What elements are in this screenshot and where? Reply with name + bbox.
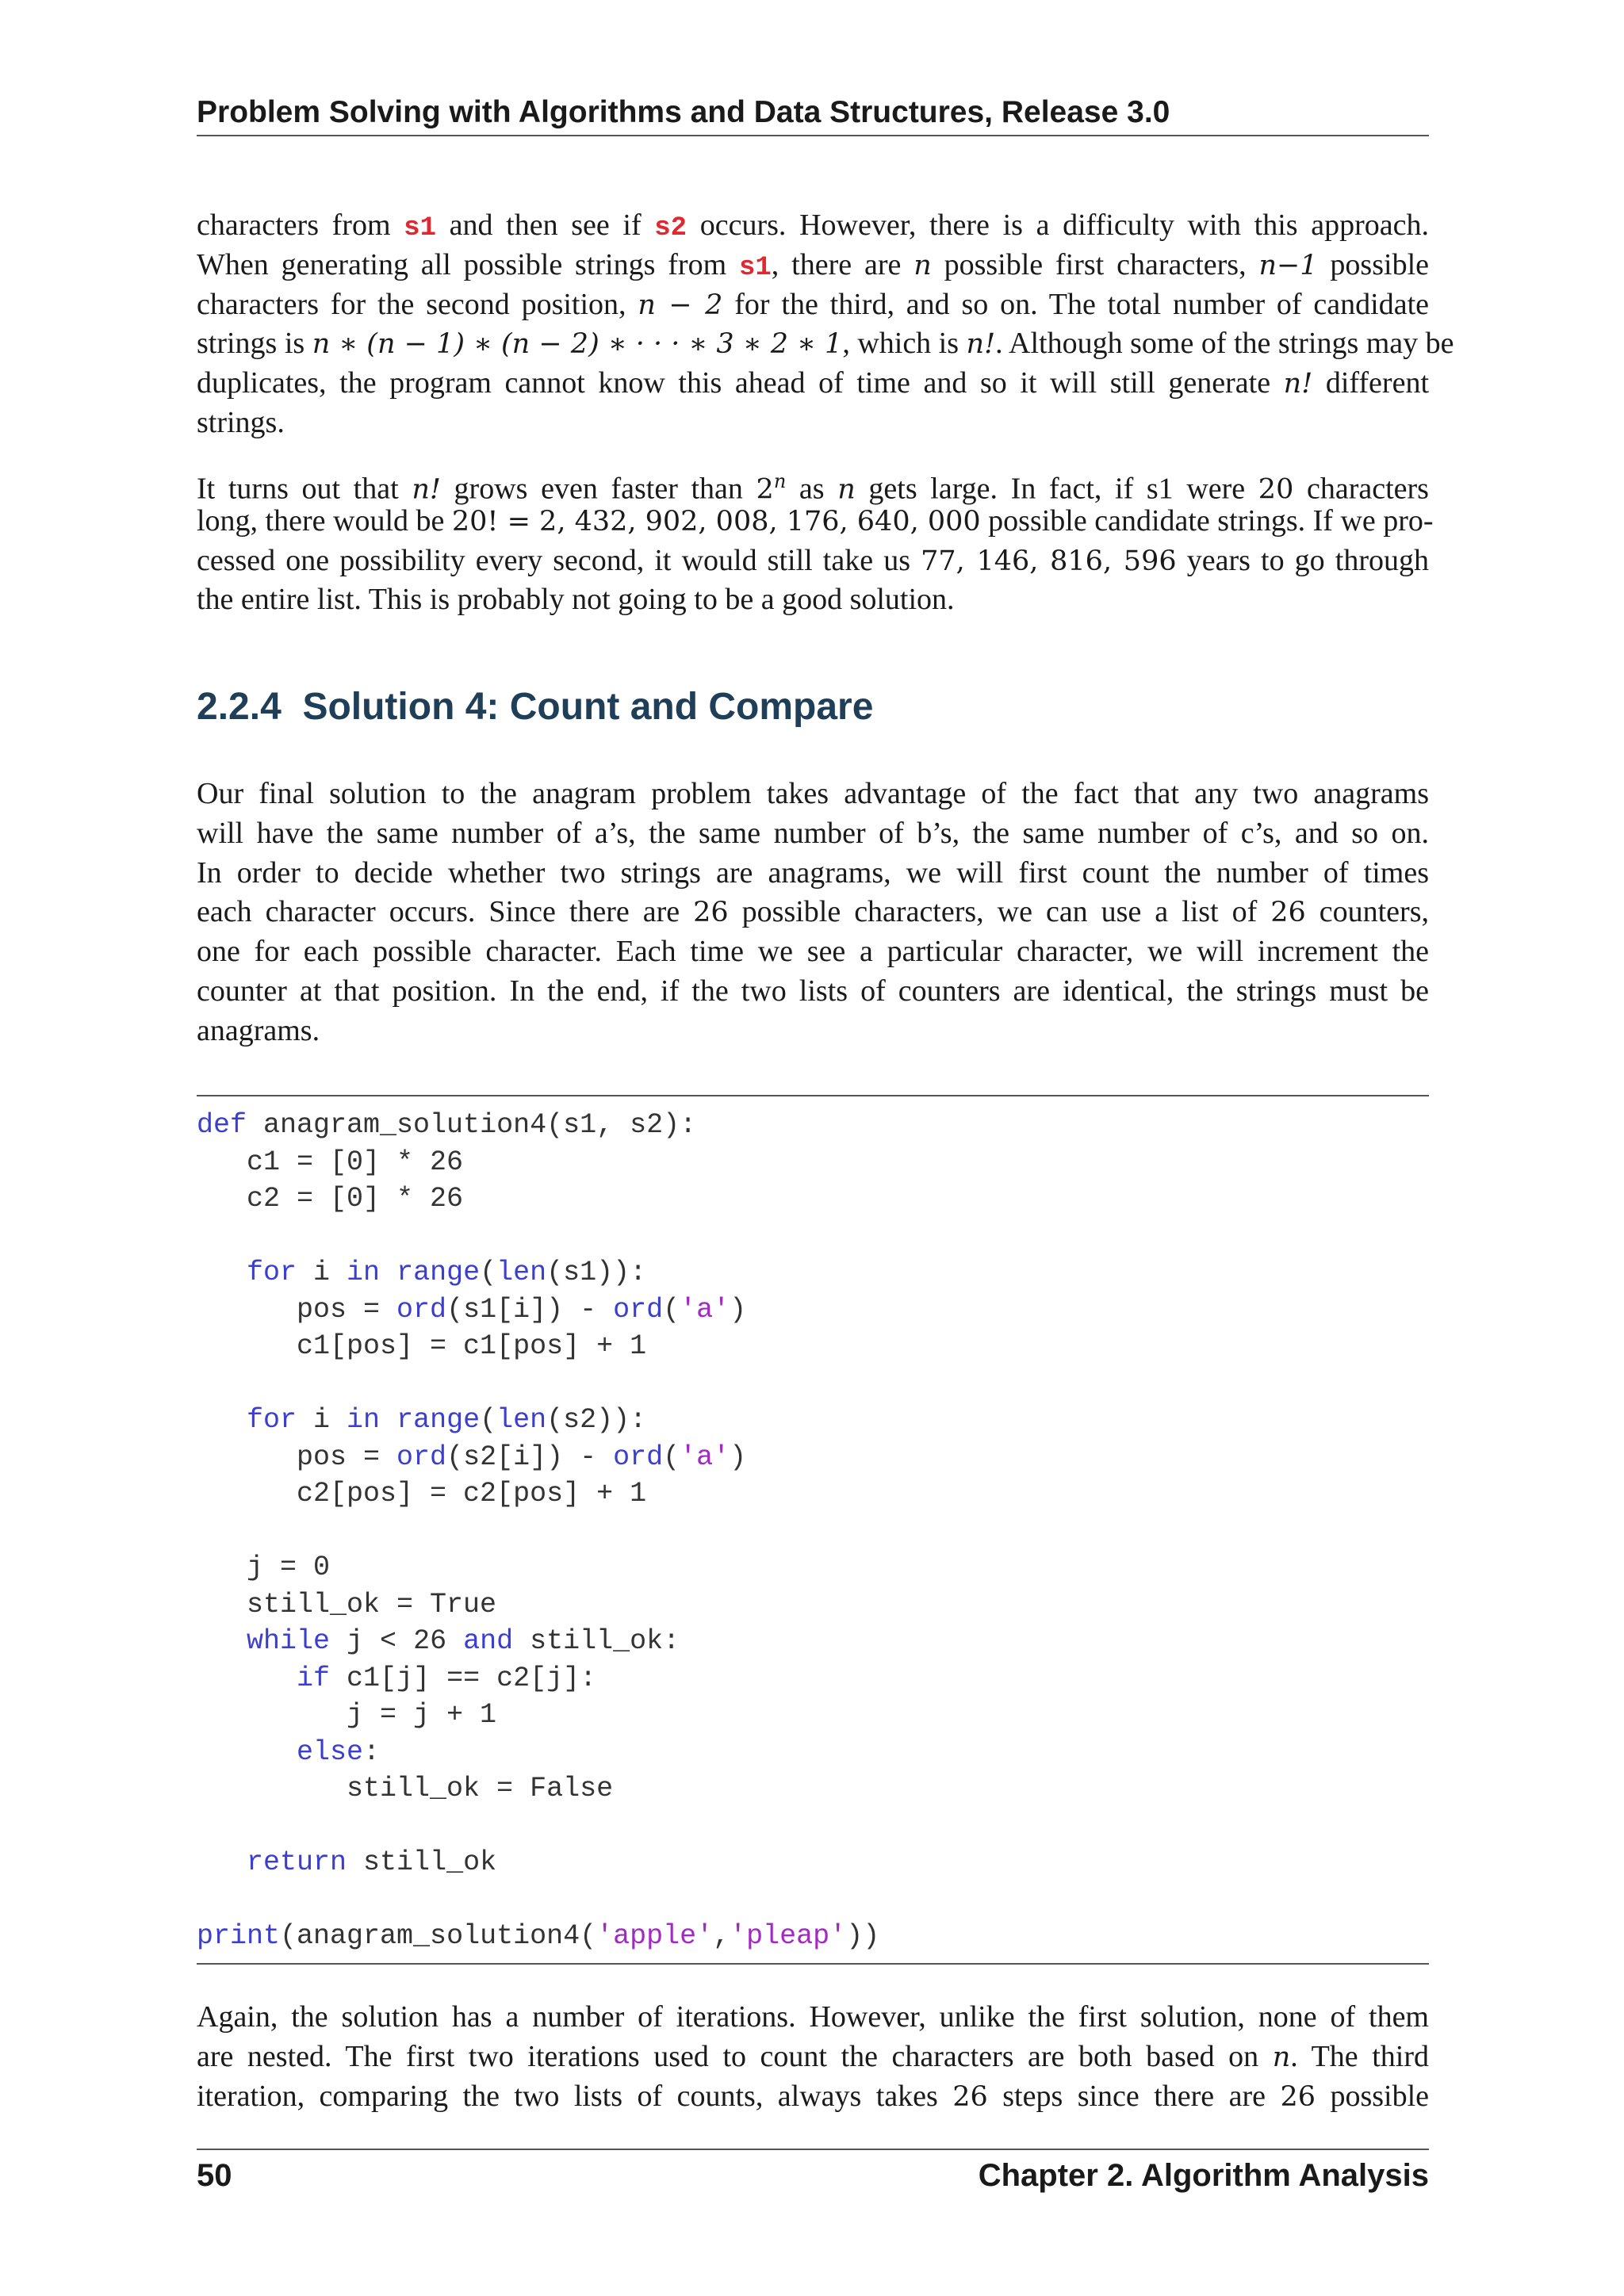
page-number: 50 bbox=[197, 2158, 232, 2193]
text-line: strings is n ∗ (n − 1) ∗ (n − 2) ∗ · · · ∗ 3 ∗ 2 ∗ 1, which is n!. Although some of the strings may be bbox=[197, 327, 1454, 361]
code-line: j = j + 1 bbox=[197, 1699, 497, 1731]
text-line: one for each possible character. Each time we see a particular character, we will increment the bbox=[197, 935, 1429, 969]
code-line: c1 = [0] * 26 bbox=[197, 1146, 464, 1178]
math-26: 26 bbox=[693, 897, 729, 929]
math-n: n bbox=[1272, 2041, 1291, 2073]
code-line-blank bbox=[197, 1513, 1429, 1550]
running-header: Problem Solving with Algorithms and Data Structures, Release 3.0 bbox=[197, 95, 1170, 129]
inline-code-s2: s2 bbox=[654, 213, 688, 243]
math-two: 2 bbox=[756, 473, 774, 506]
text-line: strings. bbox=[197, 405, 285, 439]
chapter-title: Chapter 2. Algorithm Analysis bbox=[978, 2158, 1429, 2193]
text-line: It turns out that n! grows even faster than 2$^n$ as n gets large. In fact, if s1 were 20 characters bbox=[197, 470, 1429, 506]
math-n-minus-1: n−1 bbox=[1258, 249, 1318, 281]
text-line: anagrams. bbox=[197, 1013, 320, 1047]
math-26: 26 bbox=[952, 2080, 988, 2113]
paragraph-factorial-growth bbox=[197, 462, 1434, 620]
code-line-blank bbox=[197, 1881, 1429, 1919]
text-line: duplicates, the program cannot know this ahead of time and so it will still generate n! different bbox=[197, 366, 1430, 400]
code-line: while j < 26 and still_ok: bbox=[247, 1625, 680, 1657]
code-line: c1[pos] = c1[pos] + 1 bbox=[197, 1330, 647, 1362]
code-line-blank bbox=[197, 1365, 1429, 1402]
text-line: counter at that position. In the end, if the two lists of counters are identical, the strings must be bbox=[197, 974, 1429, 1008]
footer-rule bbox=[197, 2149, 1429, 2150]
inline-code-s1: s1 bbox=[738, 252, 772, 283]
math-exponent-n: n bbox=[773, 470, 787, 492]
text-line: In order to decide whether two strings are anagrams, we will first count the number of times bbox=[197, 855, 1429, 890]
code-bottom-rule bbox=[197, 1963, 1429, 1965]
code-line-blank bbox=[197, 1808, 1429, 1845]
text-line: characters from s1 and then see if s2 occurs. However, there is a difficulty with this approach. bbox=[197, 209, 1429, 243]
math-n: n bbox=[914, 249, 932, 281]
code-line: c2[pos] = c2[pos] + 1 bbox=[197, 1478, 647, 1510]
math-n-factorial: n! bbox=[412, 473, 441, 506]
code-line: c2 = [0] * 26 bbox=[197, 1183, 464, 1215]
math-product: n ∗ (n − 1) ∗ (n − 2) ∗ · · · ∗ 3 ∗ 2 ∗ 1 bbox=[312, 328, 843, 361]
math-n-factorial: n! bbox=[966, 328, 996, 361]
text-line: Again, the solution has a number of iterations. However, unlike the first solution, none of them bbox=[197, 2000, 1429, 2034]
text-line: iteration, comparing the two lists of counts, always takes 26 steps since there are 26 possible bbox=[197, 2079, 1430, 2113]
text-line: cessed one possibility every second, it would still take us 77, 146, 816, 596 years to go through bbox=[197, 543, 1429, 577]
math-20-factorial: 20! = 2, 432, 902, 008, 176, 640, 000 bbox=[451, 505, 981, 538]
code-line: if c1[j] == c2[j]: bbox=[297, 1662, 597, 1694]
code-line: still_ok = True bbox=[197, 1588, 497, 1621]
header-rule bbox=[197, 135, 1429, 136]
text-line: the entire list. This is probably not going to be a good solution. bbox=[197, 583, 955, 617]
paragraph-permutations bbox=[197, 206, 1454, 443]
code-top-rule bbox=[197, 1095, 1429, 1096]
code-line: for i in range(len(s1)): bbox=[247, 1257, 647, 1288]
code-line: j = 0 bbox=[197, 1552, 331, 1583]
section-heading bbox=[197, 683, 873, 731]
math-n: n bbox=[837, 473, 856, 506]
text-line: Our final solution to the anagram problem takes advantage of the fact that any two anagrams bbox=[197, 777, 1429, 810]
code-line: for i in range(len(s2)): bbox=[247, 1404, 647, 1436]
math-26: 26 bbox=[1270, 897, 1306, 929]
code-line-blank bbox=[197, 1218, 1429, 1255]
text-line: long, there would be 20! = 2, 432, 902, 008, 176, 640, 000 possible candidate strings. If we pro- bbox=[197, 503, 1434, 538]
math-n-minus-2: n − 2 bbox=[638, 289, 723, 321]
text-line: When generating all possible strings from s1, there are n possible first characters, n−1 possible bbox=[197, 247, 1429, 283]
code-line: return still_ok bbox=[247, 1846, 497, 1878]
text-line: characters for the second position, n − 2 for the third, and so on. The total number of candidate bbox=[197, 287, 1430, 321]
code-block bbox=[197, 1107, 1429, 1955]
math-years: 77, 146, 816, 596 bbox=[921, 545, 1177, 577]
section-number: 2.2.4 bbox=[197, 686, 282, 728]
code-line: else: bbox=[297, 1735, 381, 1768]
text-line: will have the same number of a’s, the same number of b’s, the same number of c’s, and so on. bbox=[197, 816, 1429, 850]
math-26: 26 bbox=[1280, 2080, 1316, 2113]
paragraph-analysis bbox=[197, 1998, 1429, 2116]
code-line: pos = ord(s1[i]) - ord('a') bbox=[197, 1293, 747, 1326]
text-line: are nested. The first two iterations used to count the characters are both based on n. The third bbox=[197, 2039, 1429, 2073]
inline-code-s1: s1 bbox=[404, 213, 436, 243]
paragraph-count-compare-intro bbox=[197, 775, 1429, 1051]
math-twenty: 20 bbox=[1258, 473, 1294, 506]
text-line: each character occurs. Since there are 26 possible characters, we can use a list of 26 counters, bbox=[197, 895, 1429, 929]
section-title: Solution 4: Count and Compare bbox=[302, 686, 874, 728]
math-n-factorial: n! bbox=[1283, 368, 1313, 400]
code-line: pos = ord(s2[i]) - ord('a') bbox=[197, 1441, 747, 1473]
code-line: print(anagram_solution4('apple','pleap')) bbox=[197, 1920, 880, 1952]
code-line: still_ok = False bbox=[197, 1773, 614, 1804]
code-line: def anagram_solution4(s1, s2): bbox=[197, 1109, 697, 1141]
